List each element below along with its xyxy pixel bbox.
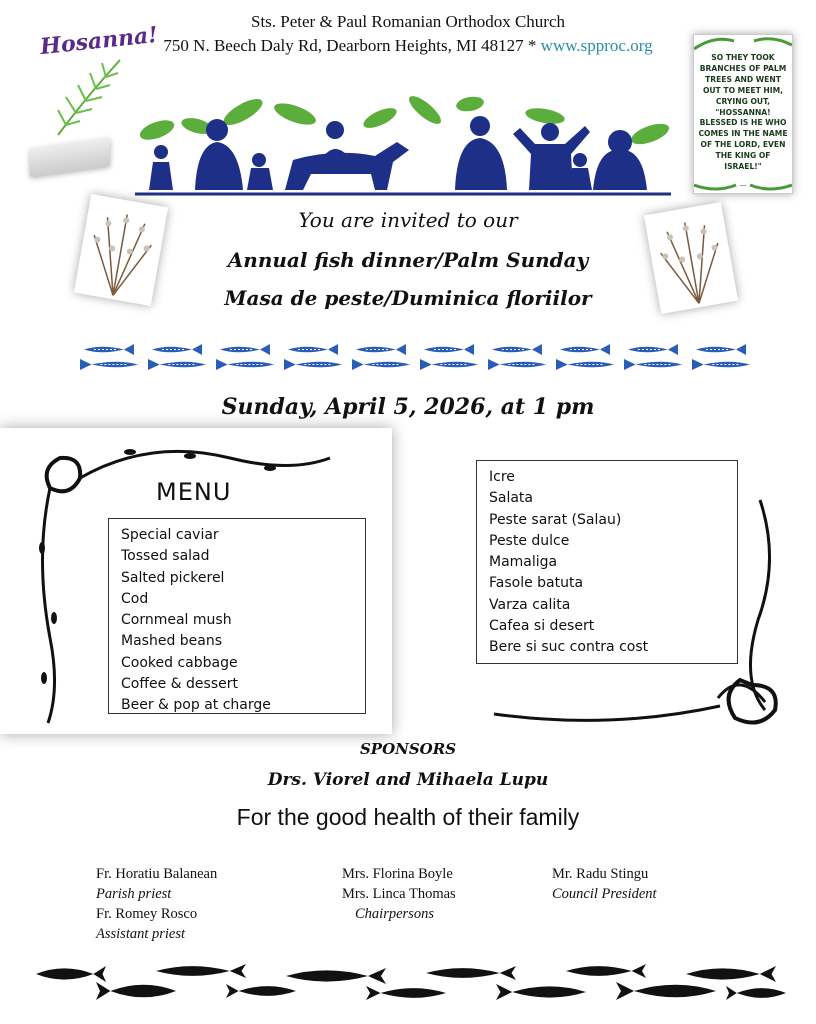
menu-item: Mamaliga bbox=[489, 554, 558, 571]
menu-item: Cooked cabbage bbox=[121, 654, 238, 671]
menu-item: Bere si suc contra cost bbox=[489, 639, 649, 656]
fish-icon bbox=[152, 344, 202, 355]
celtic-knot-icon bbox=[490, 480, 790, 740]
menu-english-list bbox=[108, 518, 366, 714]
fish-icon bbox=[226, 984, 296, 998]
menu-item: Tossed salad bbox=[121, 548, 210, 565]
fish-icon bbox=[352, 359, 410, 370]
credits-col-2 bbox=[342, 864, 456, 924]
invitation-line-3: Masa de peste/Duminica floriilor bbox=[224, 286, 592, 310]
verse-text: SO THEY TOOK BRANCHES OF PALM TREES AND WENT OUT TO MEET HIM, CRYING OUT, "HOSSANNA! BLESSED IS HE WHO COMES IN THE NAME OF THE LORD, EVEN THE KING OF ISRAEL!" bbox=[698, 53, 788, 172]
chairperson-1-name: Mrs. Florina Boyle bbox=[342, 866, 453, 882]
fish-icon bbox=[696, 344, 746, 355]
council-president-role: Council President bbox=[552, 886, 657, 902]
fish-icon bbox=[148, 359, 206, 370]
fish-icon bbox=[36, 966, 106, 982]
sponsor-dedication: For the good health of their family bbox=[236, 804, 580, 830]
palm-branch-icon bbox=[48, 55, 128, 145]
menu-item: Varza calita bbox=[489, 596, 571, 613]
chairperson-2-name: Mrs. Linca Thomas bbox=[342, 886, 456, 902]
fish-icon bbox=[284, 359, 342, 370]
fish-icon bbox=[220, 344, 270, 355]
fish-icon bbox=[420, 359, 478, 370]
fish-icon bbox=[566, 964, 646, 978]
menu-item: Fasole batuta bbox=[489, 575, 584, 592]
menu-item: Coffee & dessert bbox=[121, 676, 238, 693]
parish-priest-role: Parish priest bbox=[96, 886, 172, 902]
invitation-line-2: Annual fish dinner/Palm Sunday bbox=[227, 248, 589, 272]
fish-icon bbox=[356, 344, 406, 355]
fish-icon bbox=[80, 359, 138, 370]
palm-leaf-shadow bbox=[30, 137, 110, 176]
fish-icon bbox=[286, 968, 386, 984]
invitation-line-1: You are invited to our bbox=[298, 208, 518, 232]
fish-icon bbox=[560, 344, 610, 355]
menu-item: Peste dulce bbox=[489, 532, 570, 549]
sponsors-heading: SPONSORS bbox=[359, 740, 457, 758]
fish-school-border bbox=[36, 962, 788, 1006]
procession-illustration bbox=[135, 90, 675, 200]
menu-item: Salata bbox=[489, 490, 534, 507]
fish-icon bbox=[488, 359, 546, 370]
credits-col-3 bbox=[552, 864, 657, 904]
fish-icon bbox=[216, 359, 274, 370]
menu-item: Cafea si desert bbox=[489, 618, 595, 635]
hosanna-label: Hosanna! bbox=[38, 21, 160, 61]
menu-title: MENU bbox=[156, 478, 232, 506]
verse-card bbox=[693, 34, 793, 194]
fish-icon bbox=[492, 344, 542, 355]
fish-icon bbox=[556, 359, 614, 370]
fish-icon bbox=[366, 986, 446, 1000]
fish-icon bbox=[84, 344, 134, 355]
church-name: Sts. Peter & Paul Romanian Orthodox Church bbox=[250, 12, 565, 31]
menu-item: Special caviar bbox=[121, 527, 219, 543]
menu-item: Salted pickerel bbox=[121, 569, 225, 586]
menu-item: Peste sarat (Salau) bbox=[489, 511, 622, 528]
fish-icon bbox=[686, 966, 776, 982]
menu-item: Cornmeal mush bbox=[121, 612, 232, 629]
chairpersons-role: Chairpersons bbox=[355, 906, 434, 922]
fish-icon bbox=[156, 964, 246, 978]
fish-icon bbox=[96, 982, 176, 1000]
fish-icon bbox=[692, 359, 750, 370]
assistant-priest-role: Assistant priest bbox=[96, 926, 186, 942]
assistant-priest-name: Fr. Romey Rosco bbox=[96, 906, 198, 922]
menu-item: Mashed beans bbox=[121, 633, 223, 650]
fish-icon bbox=[726, 986, 786, 1000]
church-website-link[interactable]: www.spproc.org bbox=[540, 36, 653, 55]
menu-english-panel bbox=[0, 428, 392, 734]
silhouette-figures-icon bbox=[149, 116, 647, 190]
credits-col-1 bbox=[96, 864, 217, 944]
parish-priest-name: Fr. Horatiu Balanean bbox=[96, 866, 218, 882]
fish-icon bbox=[624, 359, 682, 370]
sponsor-names: Drs. Viorel and Mihaela Lupu bbox=[267, 770, 549, 790]
fish-icon bbox=[496, 984, 586, 1000]
fish-icon bbox=[616, 982, 716, 1000]
menu-item: Beer & pop at charge bbox=[121, 697, 271, 714]
council-president-name: Mr. Radu Stingu bbox=[552, 866, 649, 882]
fish-icon bbox=[424, 344, 474, 355]
fish-icon bbox=[628, 344, 678, 355]
verse-footer: ... bbox=[740, 179, 746, 188]
event-date: Sunday, April 5, 2026, at 1 pm bbox=[221, 394, 595, 420]
fish-row-divider bbox=[80, 344, 760, 372]
menu-item: Cod bbox=[121, 590, 149, 607]
church-address: 750 N. Beech Daly Rd, Dearborn Heights, MI 48127 * bbox=[163, 36, 537, 55]
fish-icon bbox=[288, 344, 338, 355]
menu-item: Icre bbox=[489, 469, 515, 485]
fish-icon bbox=[426, 966, 516, 980]
